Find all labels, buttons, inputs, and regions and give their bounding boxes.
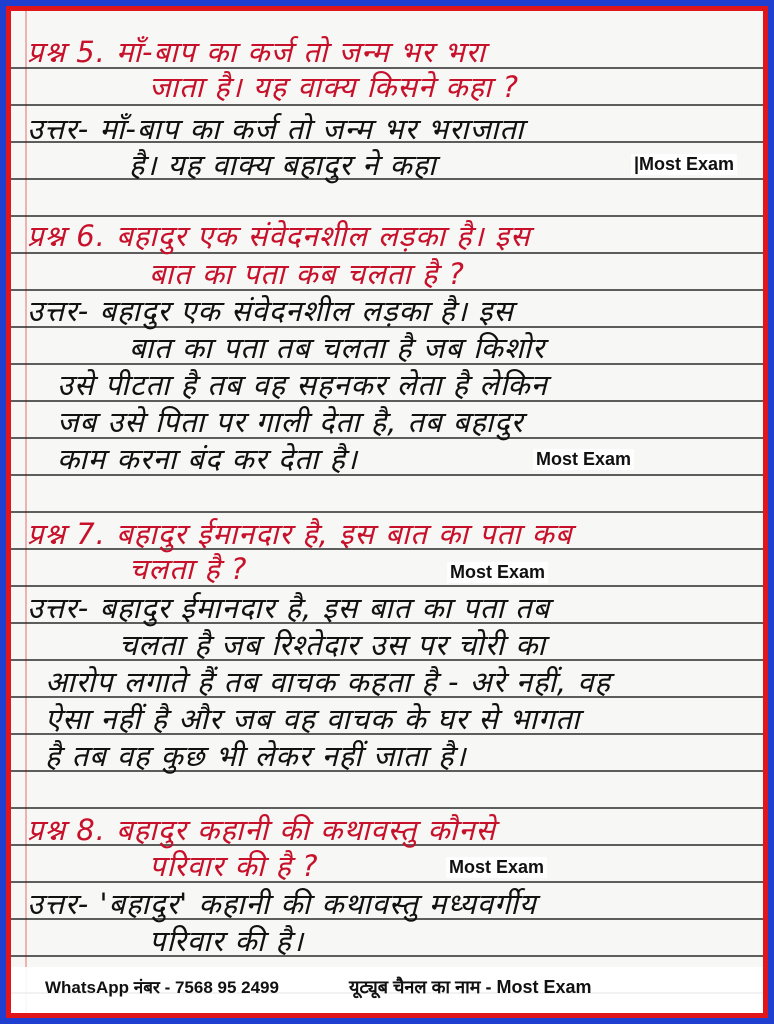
answer-6-line-1: उत्तर- बहादुर एक संवेदनशील लड़का है। इस — [27, 294, 514, 328]
ruled-line — [11, 881, 763, 883]
watermark-q7: Most Exam — [447, 562, 548, 583]
ruled-line — [11, 955, 763, 957]
ruled-line — [11, 585, 763, 587]
question-8-line-2: परिवार की है ? — [149, 849, 319, 883]
watermark-q5: |Most Exam — [631, 154, 737, 175]
footer-whatsapp: WhatsApp नंबर - 7568 95 2499 — [45, 978, 279, 997]
question-8-line-1: प्रश्न 8. बहादुर कहानी की कथावस्तु कौनसे — [27, 813, 497, 847]
footer-bar — [11, 967, 763, 1013]
question-7-line-1: प्रश्न 7. बहादुर ईमानदार है, इस बात का पता कब — [27, 517, 573, 551]
question-6-line-2: बात का पता कब चलता है ? — [149, 257, 465, 291]
answer-5-line-2: है। यह वाक्य बहादुर ने कहा — [129, 148, 437, 182]
ruled-line — [11, 807, 763, 809]
watermark-q8: Most Exam — [446, 857, 547, 878]
answer-6-line-4: जब उसे पिता पर गाली देता है, तब बहादुर — [57, 405, 524, 439]
question-5-line-1: प्रश्न 5. माँ-बाप का कर्ज तो जन्म भर भरा — [27, 35, 486, 69]
notebook-page — [11, 11, 763, 1013]
watermark-q6: Most Exam — [533, 449, 634, 470]
question-5-line-2: जाता है। यह वाक्य किसने कहा ? — [149, 70, 520, 104]
answer-7-line-5: है तब वह कुछ भी लेकर नहीं जाता है। — [45, 739, 467, 773]
answer-6-line-3: उसे पीटता है तब वह सहनकर लेता है लेकिन — [57, 368, 548, 402]
answer-5-line-1: उत्तर- माँ-बाप का कर्ज तो जन्म भर भराजाता — [27, 112, 525, 146]
ruled-line — [11, 215, 763, 217]
question-6-line-1: प्रश्न 6. बहादुर एक संवेदनशील लड़का है। इस — [27, 219, 531, 253]
answer-7-line-3: आरोप लगाते हैं तब वाचक कहता है - अरे नहीं, वह — [45, 665, 611, 699]
answer-8-line-2: परिवार की है। — [149, 924, 304, 958]
ruled-line — [11, 511, 763, 513]
answer-8-line-1: उत्तर- 'बहादुर' कहानी की कथावस्तु मध्यवर्गीय — [27, 887, 537, 921]
question-7-line-2: चलता है ? — [129, 552, 248, 586]
answer-7-line-2: चलता है जब रिश्तेदार उस पर चोरी का — [119, 628, 547, 662]
answer-7-line-4: ऐसा नहीं है और जब वह वाचक के घर से भागता — [45, 702, 581, 736]
answer-6-line-2: बात का पता तब चलता है जब किशोर — [129, 331, 545, 365]
footer-youtube: यूट्यूब चैनल का नाम - Most Exam — [349, 977, 592, 997]
ruled-line — [11, 104, 763, 106]
answer-7-line-1: उत्तर- बहादुर ईमानदार है, इस बात का पता तब — [27, 591, 551, 625]
answer-6-line-5: काम करना बंद कर देता है। — [57, 442, 358, 476]
